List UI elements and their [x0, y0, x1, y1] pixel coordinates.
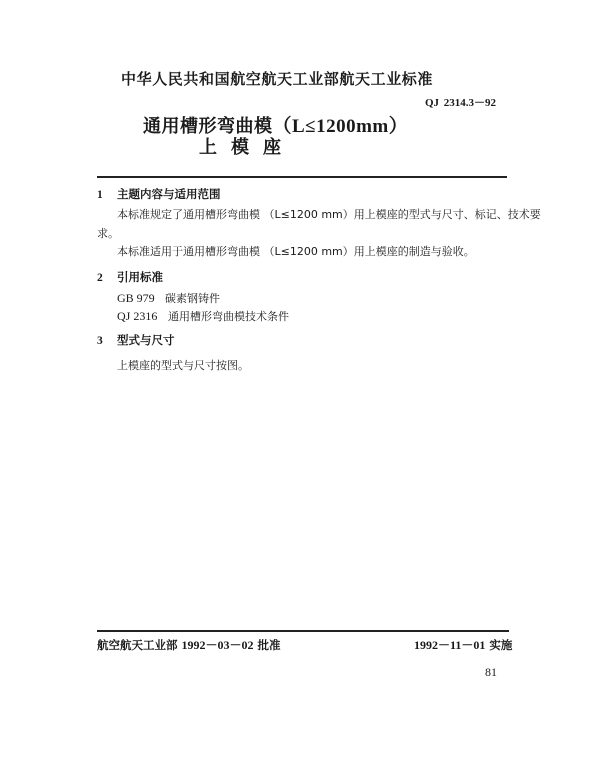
- section-title: 引用标准: [117, 270, 163, 284]
- reference-code: GB 979: [117, 291, 155, 305]
- section-title: 型式与尺寸: [117, 333, 175, 347]
- document-title-cn: 通用槽形弯曲模: [143, 116, 273, 137]
- paragraph-scope-line-2: 求。: [97, 227, 119, 240]
- standard-code: QJ 2314.3－92: [425, 97, 497, 109]
- section-heading-2: [97, 269, 163, 285]
- footer-divider: [97, 630, 509, 632]
- section-heading-3: [97, 332, 175, 348]
- reference-code: QJ 2316: [117, 309, 158, 323]
- approval-label: 批准: [257, 638, 281, 652]
- header-divider: [97, 176, 507, 178]
- document-subtitle: 上模座: [199, 137, 295, 158]
- reference-title: 通用槽形弯曲模技术条件: [168, 310, 289, 323]
- reference-title: 碳素钢铸件: [165, 292, 220, 305]
- effective-label: 实施: [489, 638, 513, 652]
- approval-info: [97, 636, 281, 653]
- reference-item: [117, 290, 220, 306]
- approver: 航空航天工业部: [97, 638, 178, 652]
- section-title: 主题内容与适用范围: [117, 187, 221, 201]
- paragraph-scope-line-1: 本标准规定了通用槽形弯曲模 （L≤1200 mm）用上模座的型式与尺寸、标记、技术要: [117, 208, 541, 221]
- effective-info: [414, 636, 512, 653]
- section-number: 2: [97, 272, 103, 284]
- approval-date: 1992－03－02: [181, 638, 254, 652]
- section-heading-1: [97, 186, 221, 202]
- paragraph-applicability: 本标准适用于通用槽形弯曲模 （L≤1200 mm）用上模座的制造与验收。: [117, 245, 475, 258]
- section-number: 3: [97, 335, 103, 347]
- issuing-organization-title: 中华人民共和国航空航天工业部航天工业标准: [121, 70, 434, 88]
- paragraph-form-dimensions: 上模座的型式与尺寸按图。: [117, 359, 249, 372]
- page-number: 81: [485, 665, 497, 679]
- reference-item: [117, 308, 289, 324]
- effective-date: 1992－11－01: [414, 638, 486, 652]
- section-number: 1: [97, 189, 103, 201]
- document-title-range: （L≤1200mm）: [272, 116, 409, 137]
